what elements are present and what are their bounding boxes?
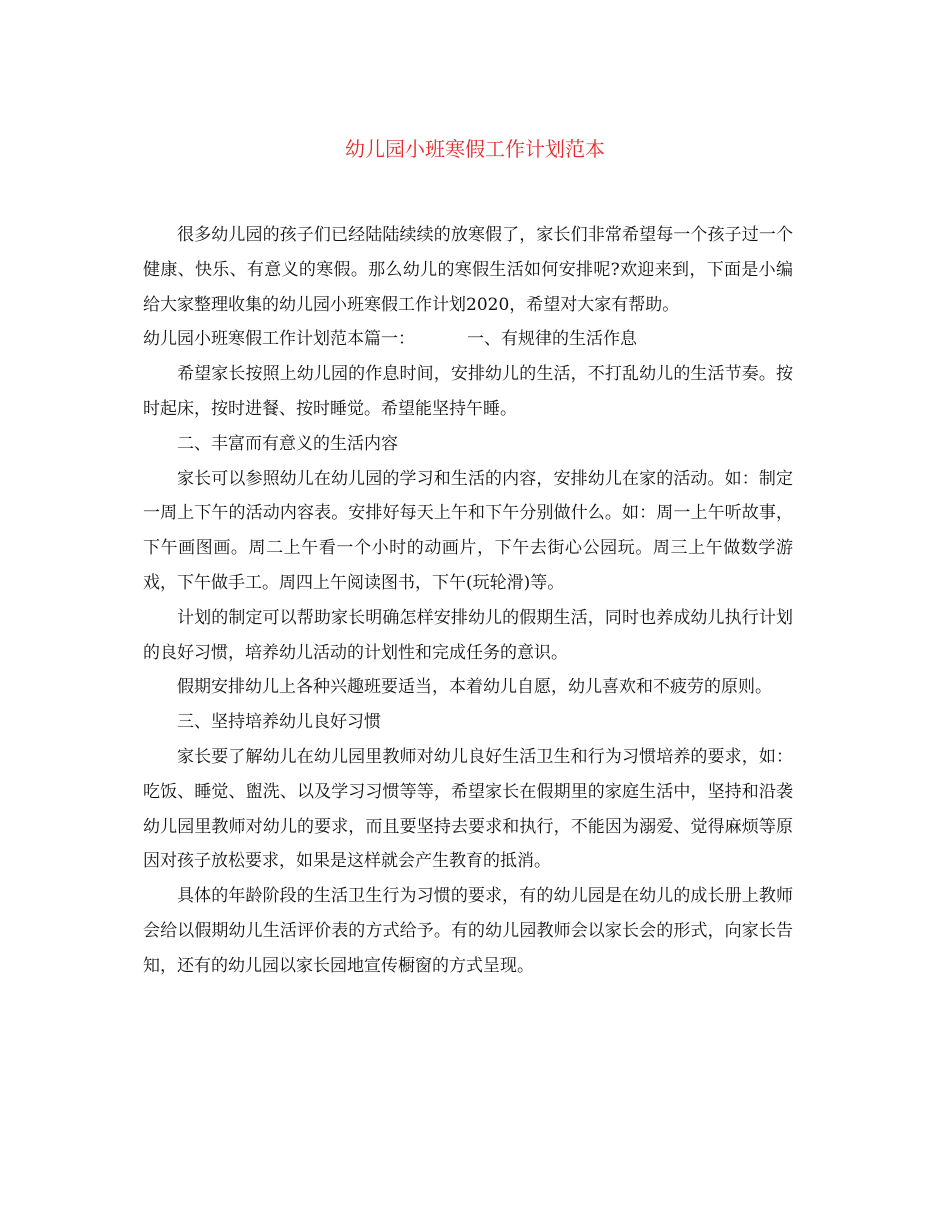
- section-heading-2: 二、丰富而有意义的生活内容: [177, 433, 398, 454]
- paragraph-age-requirements: 具体的年龄阶段的生活卫生行为习惯的要求，有的幼儿园是在幼儿的成长册上教师会给以假期幼儿生活评价表的方式给予。有的幼儿园教师会以家长会的形式，向家长告知，还有的幼儿园以家长园地宣传橱窗的方式呈现。: [143, 886, 793, 976]
- paragraph-interest-classes: 假期安排幼儿上各种兴趣班要适当，本着幼儿自愿，幼儿喜欢和不疲劳的原则。: [177, 677, 772, 698]
- document-title: 幼儿园小班寒假工作计划范本: [345, 137, 605, 161]
- paragraph-habits: 家长要了解幼儿在幼儿园里教师对幼儿良好生活卫生和行为习惯培养的要求，如：吃饭、睡觉、盥洗、以及学习习惯等等，希望家长在假期里的家庭生活中，坚持和沿袭幼儿园里教师对幼儿的要求，而且要坚持去要求和执行，不能因为溺爱、觉得麻烦等原因对孩子放松要求，如果是这样就会产生教育的抵消。: [143, 746, 793, 872]
- paragraph-activities: 家长可以参照幼儿在幼儿园的学习和生活的内容，安排幼儿在家的活动。如：制定一周上下午的活动内容表。安排好每天上午和下午分别做什么。如：周一上午听故事，下午画图画。周二上午看一个小时的动画片，下午去街心公园玩。周三上午做数学游戏，下午做手工。周四上午阅读图书，下午(玩轮滑)等。: [143, 468, 793, 593]
- intro-paragraph: 很多幼儿园的孩子们已经陆陆续续的放寒假了，家长们非常希望每一个孩子过一个健康、快乐、有意义的寒假。那么幼儿的寒假生活如何安排呢?欢迎来到，下面是小编给大家整理收集的幼儿园小班寒假工作计划2020，希望对大家有帮助。: [143, 225, 793, 315]
- paragraph-planning: 计划的制定可以帮助家长明确怎样安排幼儿的假期生活，同时也养成幼儿执行计划的良好习惯，培养幼儿活动的计划性和完成任务的意识。: [143, 607, 793, 663]
- section-heading-3: 三、坚持培养幼儿良好习惯: [177, 712, 381, 733]
- section-line: [143, 322, 793, 357]
- article-subtitle: 幼儿园小班寒假工作计划范本篇一：: [143, 329, 415, 350]
- section-heading-1: 一、有规律的生活作息: [467, 329, 637, 350]
- paragraph-routine: 希望家长按照上幼儿园的作息时间，安排幼儿的生活，不打乱幼儿的生活节奏。按时起床，按时进餐、按时睡觉。希望能坚持午睡。: [143, 364, 793, 419]
- document-body: [143, 218, 793, 984]
